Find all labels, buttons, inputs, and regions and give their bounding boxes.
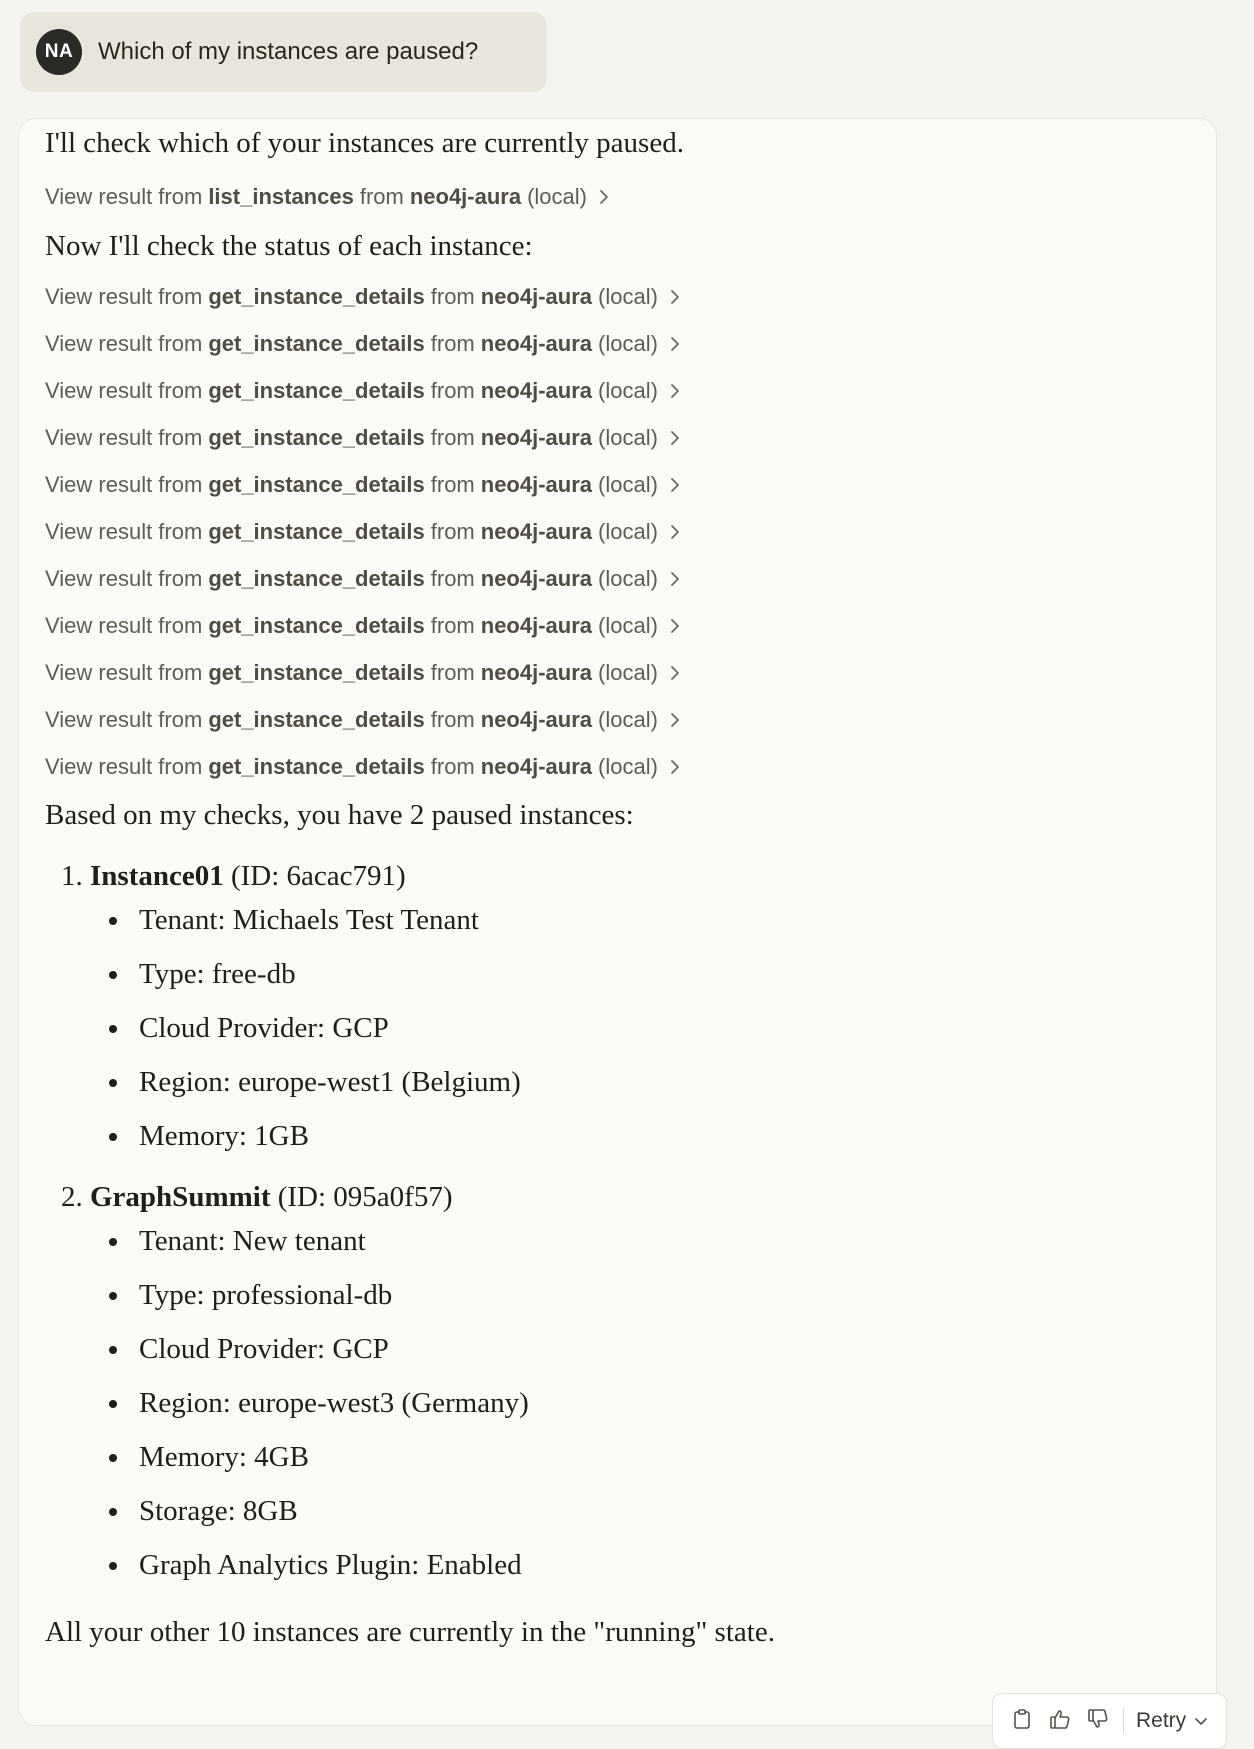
detail-item: Graph Analytics Plugin: Enabled	[89, 1549, 522, 1582]
tool-result-suffix: (local)	[598, 284, 658, 309]
tool-server: neo4j-aura	[480, 707, 593, 732]
tool-result-mid: from	[430, 754, 475, 779]
tool-result-link-get-instance-details[interactable]	[45, 658, 680, 688]
chevron-right-icon	[670, 289, 680, 305]
tool-result-link-get-instance-details[interactable]	[45, 470, 680, 500]
tool-result-link-get-instance-details[interactable]	[45, 423, 680, 453]
clipboard-icon	[1012, 1708, 1032, 1735]
retry-label: Retry	[1136, 1709, 1187, 1732]
tool-result-link-get-instance-details[interactable]	[45, 611, 680, 641]
tool-server: neo4j-aura	[480, 284, 593, 309]
tool-result-mid: from	[430, 425, 475, 450]
tool-result-link-get-instance-details[interactable]	[45, 329, 680, 359]
detail-item: Tenant: New tenant	[89, 1225, 366, 1258]
tool-result-mid: from	[359, 184, 404, 209]
tool-result-link-get-instance-details[interactable]	[45, 376, 680, 406]
tool-result-prefix: View result from	[45, 284, 203, 309]
detail-item: Region: europe-west1 (Belgium)	[89, 1066, 521, 1099]
tool-name: get_instance_details	[208, 284, 425, 309]
chevron-right-icon	[670, 477, 680, 493]
tool-result-link-get-instance-details[interactable]	[45, 564, 680, 594]
tool-server: neo4j-aura	[480, 378, 593, 403]
tool-name: get_instance_details	[208, 425, 425, 450]
tool-result-suffix: (local)	[598, 566, 658, 591]
tool-result-link-get-instance-details[interactable]	[45, 705, 680, 735]
tool-result-prefix: View result from	[45, 660, 203, 685]
tool-server: neo4j-aura	[480, 519, 593, 544]
tool-name: get_instance_details	[208, 566, 425, 591]
tool-result-mid: from	[430, 519, 475, 544]
detail-item: Tenant: Michaels Test Tenant	[89, 904, 479, 937]
chevron-right-icon	[670, 430, 680, 446]
tool-result-prefix: View result from	[45, 754, 203, 779]
user-message-text: Which of my instances are paused?	[98, 38, 479, 65]
tool-result-link-get-instance-details[interactable]	[45, 752, 680, 782]
tool-result-prefix: View result from	[45, 519, 203, 544]
divider	[1123, 1708, 1124, 1734]
tool-result-mid: from	[430, 660, 475, 685]
chevron-right-icon	[670, 665, 680, 681]
tool-result-prefix: View result from	[45, 707, 203, 732]
detail-item: Memory: 1GB	[89, 1120, 309, 1153]
copy-button[interactable]	[1003, 1704, 1041, 1738]
tool-name: get_instance_details	[208, 519, 425, 544]
tool-name: list_instances	[208, 184, 354, 209]
tool-result-mid: from	[430, 613, 475, 638]
tool-name: get_instance_details	[208, 378, 425, 403]
instance-name: GraphSummit	[90, 1181, 271, 1213]
tool-result-suffix: (local)	[598, 331, 658, 356]
detail-item: Storage: 8GB	[89, 1495, 298, 1528]
chevron-right-icon	[670, 336, 680, 352]
tool-name: get_instance_details	[208, 660, 425, 685]
tool-result-prefix: View result from	[45, 472, 203, 497]
chevron-right-icon	[670, 712, 680, 728]
tool-result-link-get-instance-details[interactable]	[45, 517, 680, 547]
tool-result-prefix: View result from	[45, 613, 203, 638]
tool-result-prefix: View result from	[45, 425, 203, 450]
tool-result-suffix: (local)	[598, 378, 658, 403]
tool-result-suffix: (local)	[598, 425, 658, 450]
chevron-right-icon	[670, 759, 680, 775]
tool-server: neo4j-aura	[409, 184, 522, 209]
instance-item	[61, 1181, 453, 1214]
tool-result-suffix: (local)	[598, 613, 658, 638]
user-avatar[interactable]: NA	[36, 29, 82, 75]
list-number: 1.	[61, 860, 83, 892]
assistant-closing: All your other 10 instances are currently in the "running" state.	[45, 1616, 775, 1648]
tool-name: get_instance_details	[208, 707, 425, 732]
tool-result-suffix: (local)	[598, 472, 658, 497]
assistant-intro: I'll check which of your instances are currently paused.	[45, 127, 684, 159]
tool-server: neo4j-aura	[480, 613, 593, 638]
tool-result-mid: from	[430, 378, 475, 403]
tool-result-prefix: View result from	[45, 184, 203, 209]
tool-result-suffix: (local)	[598, 754, 658, 779]
instance-name: Instance01	[90, 860, 224, 892]
retry-button[interactable]	[1132, 1709, 1212, 1733]
tool-result-suffix: (local)	[527, 184, 587, 209]
tool-result-prefix: View result from	[45, 378, 203, 403]
tool-result-mid: from	[430, 566, 475, 591]
list-number: 2.	[61, 1181, 83, 1213]
assistant-status-line: Now I'll check the status of each instance:	[45, 230, 533, 262]
detail-item: Memory: 4GB	[89, 1441, 309, 1474]
tool-result-mid: from	[430, 472, 475, 497]
thumbs-down-button[interactable]	[1079, 1704, 1117, 1738]
tool-server: neo4j-aura	[480, 754, 593, 779]
assistant-summary: Based on my checks, you have 2 paused instances:	[45, 799, 634, 831]
chevron-right-icon	[670, 524, 680, 540]
thumbs-up-button[interactable]	[1041, 1704, 1079, 1738]
tool-server: neo4j-aura	[480, 660, 593, 685]
tool-result-mid: from	[430, 331, 475, 356]
chevron-right-icon	[670, 571, 680, 587]
detail-item: Cloud Provider: GCP	[89, 1012, 389, 1045]
detail-item: Type: professional-db	[89, 1279, 392, 1312]
tool-result-suffix: (local)	[598, 660, 658, 685]
detail-item: Cloud Provider: GCP	[89, 1333, 389, 1366]
message-actions	[992, 1693, 1227, 1749]
tool-result-mid: from	[430, 707, 475, 732]
detail-item: Region: europe-west3 (Germany)	[89, 1387, 529, 1420]
instance-id: (ID: 6acac791)	[230, 860, 406, 892]
tool-server: neo4j-aura	[480, 472, 593, 497]
tool-result-suffix: (local)	[598, 519, 658, 544]
detail-item: Type: free-db	[89, 958, 296, 991]
thumbs-down-icon	[1087, 1708, 1109, 1735]
instance-item	[61, 860, 406, 893]
assistant-message	[18, 118, 1217, 1726]
tool-server: neo4j-aura	[480, 566, 593, 591]
tool-server: neo4j-aura	[480, 425, 593, 450]
thumbs-up-icon	[1049, 1708, 1071, 1735]
chevron-right-icon	[599, 189, 609, 205]
tool-server: neo4j-aura	[480, 331, 593, 356]
tool-name: get_instance_details	[208, 754, 425, 779]
tool-result-prefix: View result from	[45, 566, 203, 591]
chevron-right-icon	[670, 618, 680, 634]
user-message	[20, 12, 547, 92]
tool-name: get_instance_details	[208, 613, 425, 638]
tool-result-link-get-instance-details[interactable]	[45, 282, 680, 312]
tool-result-suffix: (local)	[598, 707, 658, 732]
tool-result-mid: from	[430, 284, 475, 309]
instance-id: (ID: 095a0f57)	[277, 1181, 453, 1213]
tool-name: get_instance_details	[208, 331, 425, 356]
chevron-right-icon	[670, 383, 680, 399]
tool-result-prefix: View result from	[45, 331, 203, 356]
chevron-down-icon	[1186, 1709, 1208, 1733]
tool-name: get_instance_details	[208, 472, 425, 497]
tool-result-link-list-instances[interactable]	[45, 182, 609, 212]
